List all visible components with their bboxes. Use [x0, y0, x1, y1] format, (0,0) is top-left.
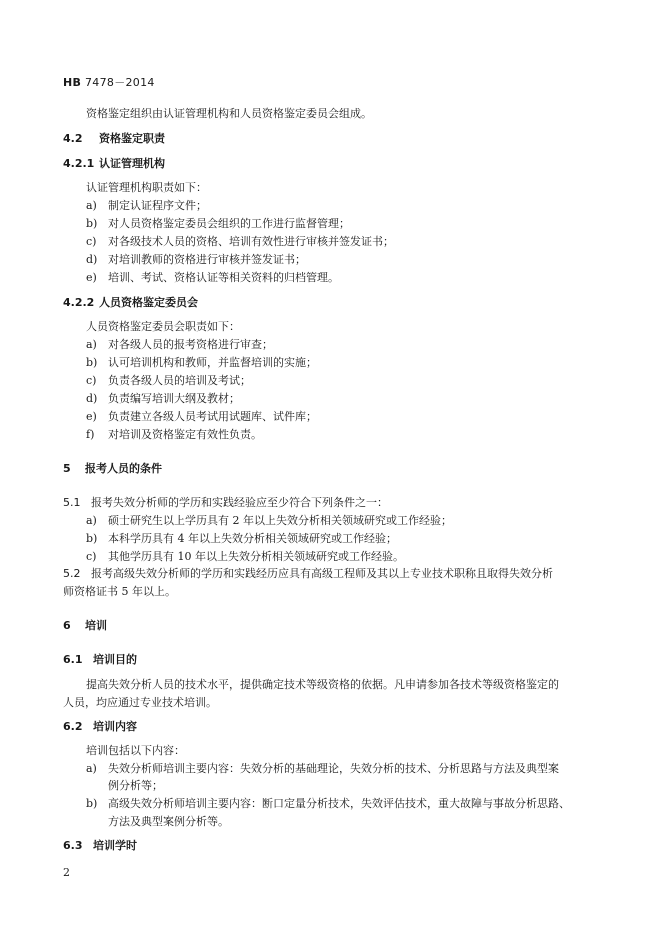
- list-item: b) 对人员资格鉴定委员会组织的工作进行监督管理；: [86, 217, 350, 230]
- section-4-2-heading: [63, 131, 165, 146]
- section-title: 资格鉴定职责: [99, 132, 165, 145]
- list-item: b) 高级失效分析师培训主要内容：断口定量分析技术，失效评估技术，重大故障与事故分析思路、: [86, 797, 570, 810]
- standard-code: [63, 74, 155, 90]
- intro-paragraph: 资格鉴定组织由认证管理机构和人员资格鉴定委员会组成。: [86, 107, 372, 120]
- section-6-2-heading: [63, 719, 137, 734]
- section-5-heading: [63, 461, 162, 476]
- section-6-3-heading: [63, 838, 137, 853]
- clause-text: 报考失效分析师的学历和实践经验应至少符合下列条件之一：: [91, 496, 388, 509]
- section-number: 6.2: [63, 720, 83, 733]
- standard-number: 7478－2014: [85, 76, 155, 89]
- section-title: 培训学时: [93, 839, 137, 852]
- list-item: f) 对培训及资格鉴定有效性负责。: [86, 428, 262, 441]
- clause-text-line1: 报考高级失效分析师的学历和实践经历应具有高级工程师及其以上专业技术职称且取得失效分析: [91, 567, 553, 580]
- paragraph-line2: 人员，均应通过专业技术培训。: [63, 696, 217, 709]
- list-item-continuation: 方法及典型案例分析等。: [108, 815, 229, 828]
- section-title: 培训内容: [93, 720, 137, 733]
- list-item: d) 负责编写培训大纲及教材；: [86, 392, 240, 405]
- list-item: a) 制定认证程序文件；: [86, 199, 207, 212]
- section-title: 培训目的: [93, 653, 137, 666]
- section-6-1-heading: [63, 652, 137, 667]
- list-item: b) 认可培训机构和教师，并监督培训的实施；: [86, 356, 317, 369]
- standard-prefix: HB: [63, 76, 82, 89]
- clause-text-line2: 师资格证书 5 年以上。: [63, 585, 176, 598]
- section-number: 4.2.1: [63, 157, 95, 170]
- section-6-heading: [63, 618, 107, 633]
- list-item: a) 失效分析师培训主要内容：失效分析的基础理论，失效分析的技术、分析思路与方法及典型案: [86, 762, 559, 775]
- clause-5-1: [63, 495, 388, 510]
- list-item: a) 对各级人员的报考资格进行审查；: [86, 338, 273, 351]
- list-item: b) 本科学历具有 4 年以上失效分析相关领域研究或工作经验；: [86, 532, 397, 545]
- list-item: e) 培训、考试、资格认证等相关资料的归档管理。: [86, 271, 339, 284]
- section-lead: 培训包括以下内容：: [86, 744, 185, 757]
- section-lead: 人员资格鉴定委员会职责如下：: [86, 320, 240, 333]
- section-number: 6: [63, 619, 71, 632]
- section-title: 认证管理机构: [99, 157, 165, 170]
- list-item: c) 对各级技术人员的资格、培训有效性进行审核并签发证书；: [86, 235, 394, 248]
- clause-number: 5.2: [63, 567, 81, 580]
- section-number: 5: [63, 462, 71, 475]
- section-4-2-2-heading: [63, 295, 198, 310]
- list-item: c) 其他学历具有 10 年以上失效分析相关领域研究或工作经验。: [86, 550, 404, 563]
- section-number: 4.2: [63, 132, 83, 145]
- clause-5-2: [63, 566, 553, 581]
- section-number: 4.2.2: [63, 296, 95, 309]
- section-lead: 认证管理机构职责如下：: [86, 181, 207, 194]
- page-number: 2: [63, 866, 70, 879]
- paragraph-line1: 提高失效分析人员的技术水平，提供确定技术等级资格的依据。凡申请参加各技术等级资格鉴定的: [86, 678, 559, 691]
- section-title: 人员资格鉴定委员会: [99, 296, 198, 309]
- section-title: 报考人员的条件: [85, 462, 162, 475]
- list-item: e) 负责建立各级人员考试用试题库、试件库；: [86, 410, 317, 423]
- section-title: 培训: [85, 619, 107, 632]
- list-item-continuation: 例分析等；: [108, 779, 163, 792]
- list-item: a) 硕士研究生以上学历具有 2 年以上失效分析相关领域研究或工作经验；: [86, 514, 452, 527]
- clause-number: 5.1: [63, 496, 81, 509]
- section-number: 6.3: [63, 839, 83, 852]
- list-item: c) 负责各级人员的培训及考试；: [86, 374, 251, 387]
- list-item: d) 对培训教师的资格进行审核并签发证书；: [86, 253, 306, 266]
- section-number: 6.1: [63, 653, 83, 666]
- section-4-2-1-heading: [63, 156, 165, 171]
